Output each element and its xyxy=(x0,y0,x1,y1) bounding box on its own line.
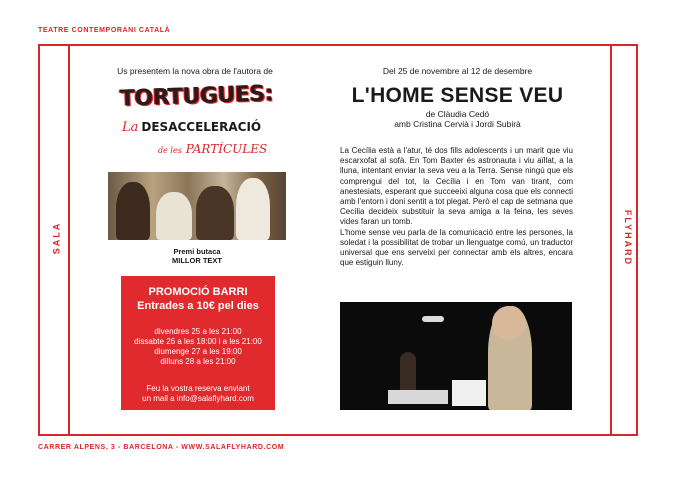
stage-photo xyxy=(340,302,572,410)
award-line2: MILLOR TEXT xyxy=(172,256,222,265)
logo-line3-b: PARTÍCULES xyxy=(185,142,268,156)
promo-date2: dissabte 26 a les 18:00 i a les 21:00 xyxy=(134,337,262,346)
play-title: L'HOME SENSE VEU xyxy=(351,84,564,107)
right-panel xyxy=(340,66,575,129)
synopsis-para2: L'home sense veu parla de la comunicació entre les persones, la soledat i la possibilitat de trobar un llenguatge comú, un traductor universal que ens serveixi per connectar amb els altres, encara que estiguin lluny. xyxy=(340,227,573,268)
logo-line3 xyxy=(158,142,267,156)
bottom-label: CARRER ALPENS, 3 - BARCELONA - WWW.SALAFLYHARD.COM xyxy=(38,444,285,451)
top-label: TEATRE CONTEMPORANI CATALÀ xyxy=(38,27,171,34)
award-line1: Premi butaca xyxy=(173,247,221,256)
promo-date1: divendres 25 a les 21:00 xyxy=(154,327,242,336)
promo-title1: PROMOCIÓ BARRI xyxy=(148,286,248,298)
promo-date4: dilluns 28 a les 21:00 xyxy=(160,357,236,366)
left-panel xyxy=(100,66,290,76)
promo-dates xyxy=(121,327,275,367)
run-dates: Del 25 de novembre al 12 de desembre xyxy=(382,66,533,76)
promo-date3: diumenge 27 a les 19:00 xyxy=(154,347,242,356)
logo-line1: TORTUGUES: xyxy=(119,81,274,112)
play-logo xyxy=(118,82,278,170)
cast-photo xyxy=(108,172,286,240)
credits xyxy=(340,109,575,129)
synopsis xyxy=(340,146,573,268)
side-label-flyhard: FLYHARD xyxy=(623,209,634,267)
award-text xyxy=(108,247,286,265)
credit-author: de Clàudia Cedó xyxy=(425,109,490,119)
logo-line2-a: La xyxy=(122,120,139,135)
intro-text: Us presentem la nova obra de l'autora de xyxy=(117,66,273,76)
side-label-sala: SALA xyxy=(51,221,62,255)
promo-contact1: Feu la vostra reserva enviant xyxy=(146,384,250,393)
logo-line3-a: de les xyxy=(158,146,182,155)
synopsis-para1: La Cecília està a l'atur, té dos fills adolescents i un marit que viu escarxofat al sofà. En Tom Baxter és astronauta i viu aïllat, a la lluna, intentant enviar la seva veu a la Terra. Sense ningú que els comprengui del tot, la Cecília i en Tom van tirant, com anestesiats, esperant que succeeixi alguna cosa que els connecti amb l'entorn i doni sentit a tot plegat. Però el cap de setmana que Cecília decideix substituir la seva amiga a la feina, les seves vides faran un tomb. xyxy=(340,146,573,227)
promo-title2: Entrades a 10€ pel dies xyxy=(137,300,259,312)
logo-line2-b: DESACCELERACIÓ xyxy=(141,120,262,134)
logo-line2 xyxy=(122,120,261,135)
promo-box xyxy=(121,276,275,410)
promo-contact xyxy=(121,384,275,404)
promo-contact2[interactable]: un mail a info@salaflyhard.com xyxy=(142,394,254,403)
credit-cast: amb Cristina Cervià i Jordi Subirà xyxy=(394,119,521,129)
promo-title xyxy=(121,285,275,313)
